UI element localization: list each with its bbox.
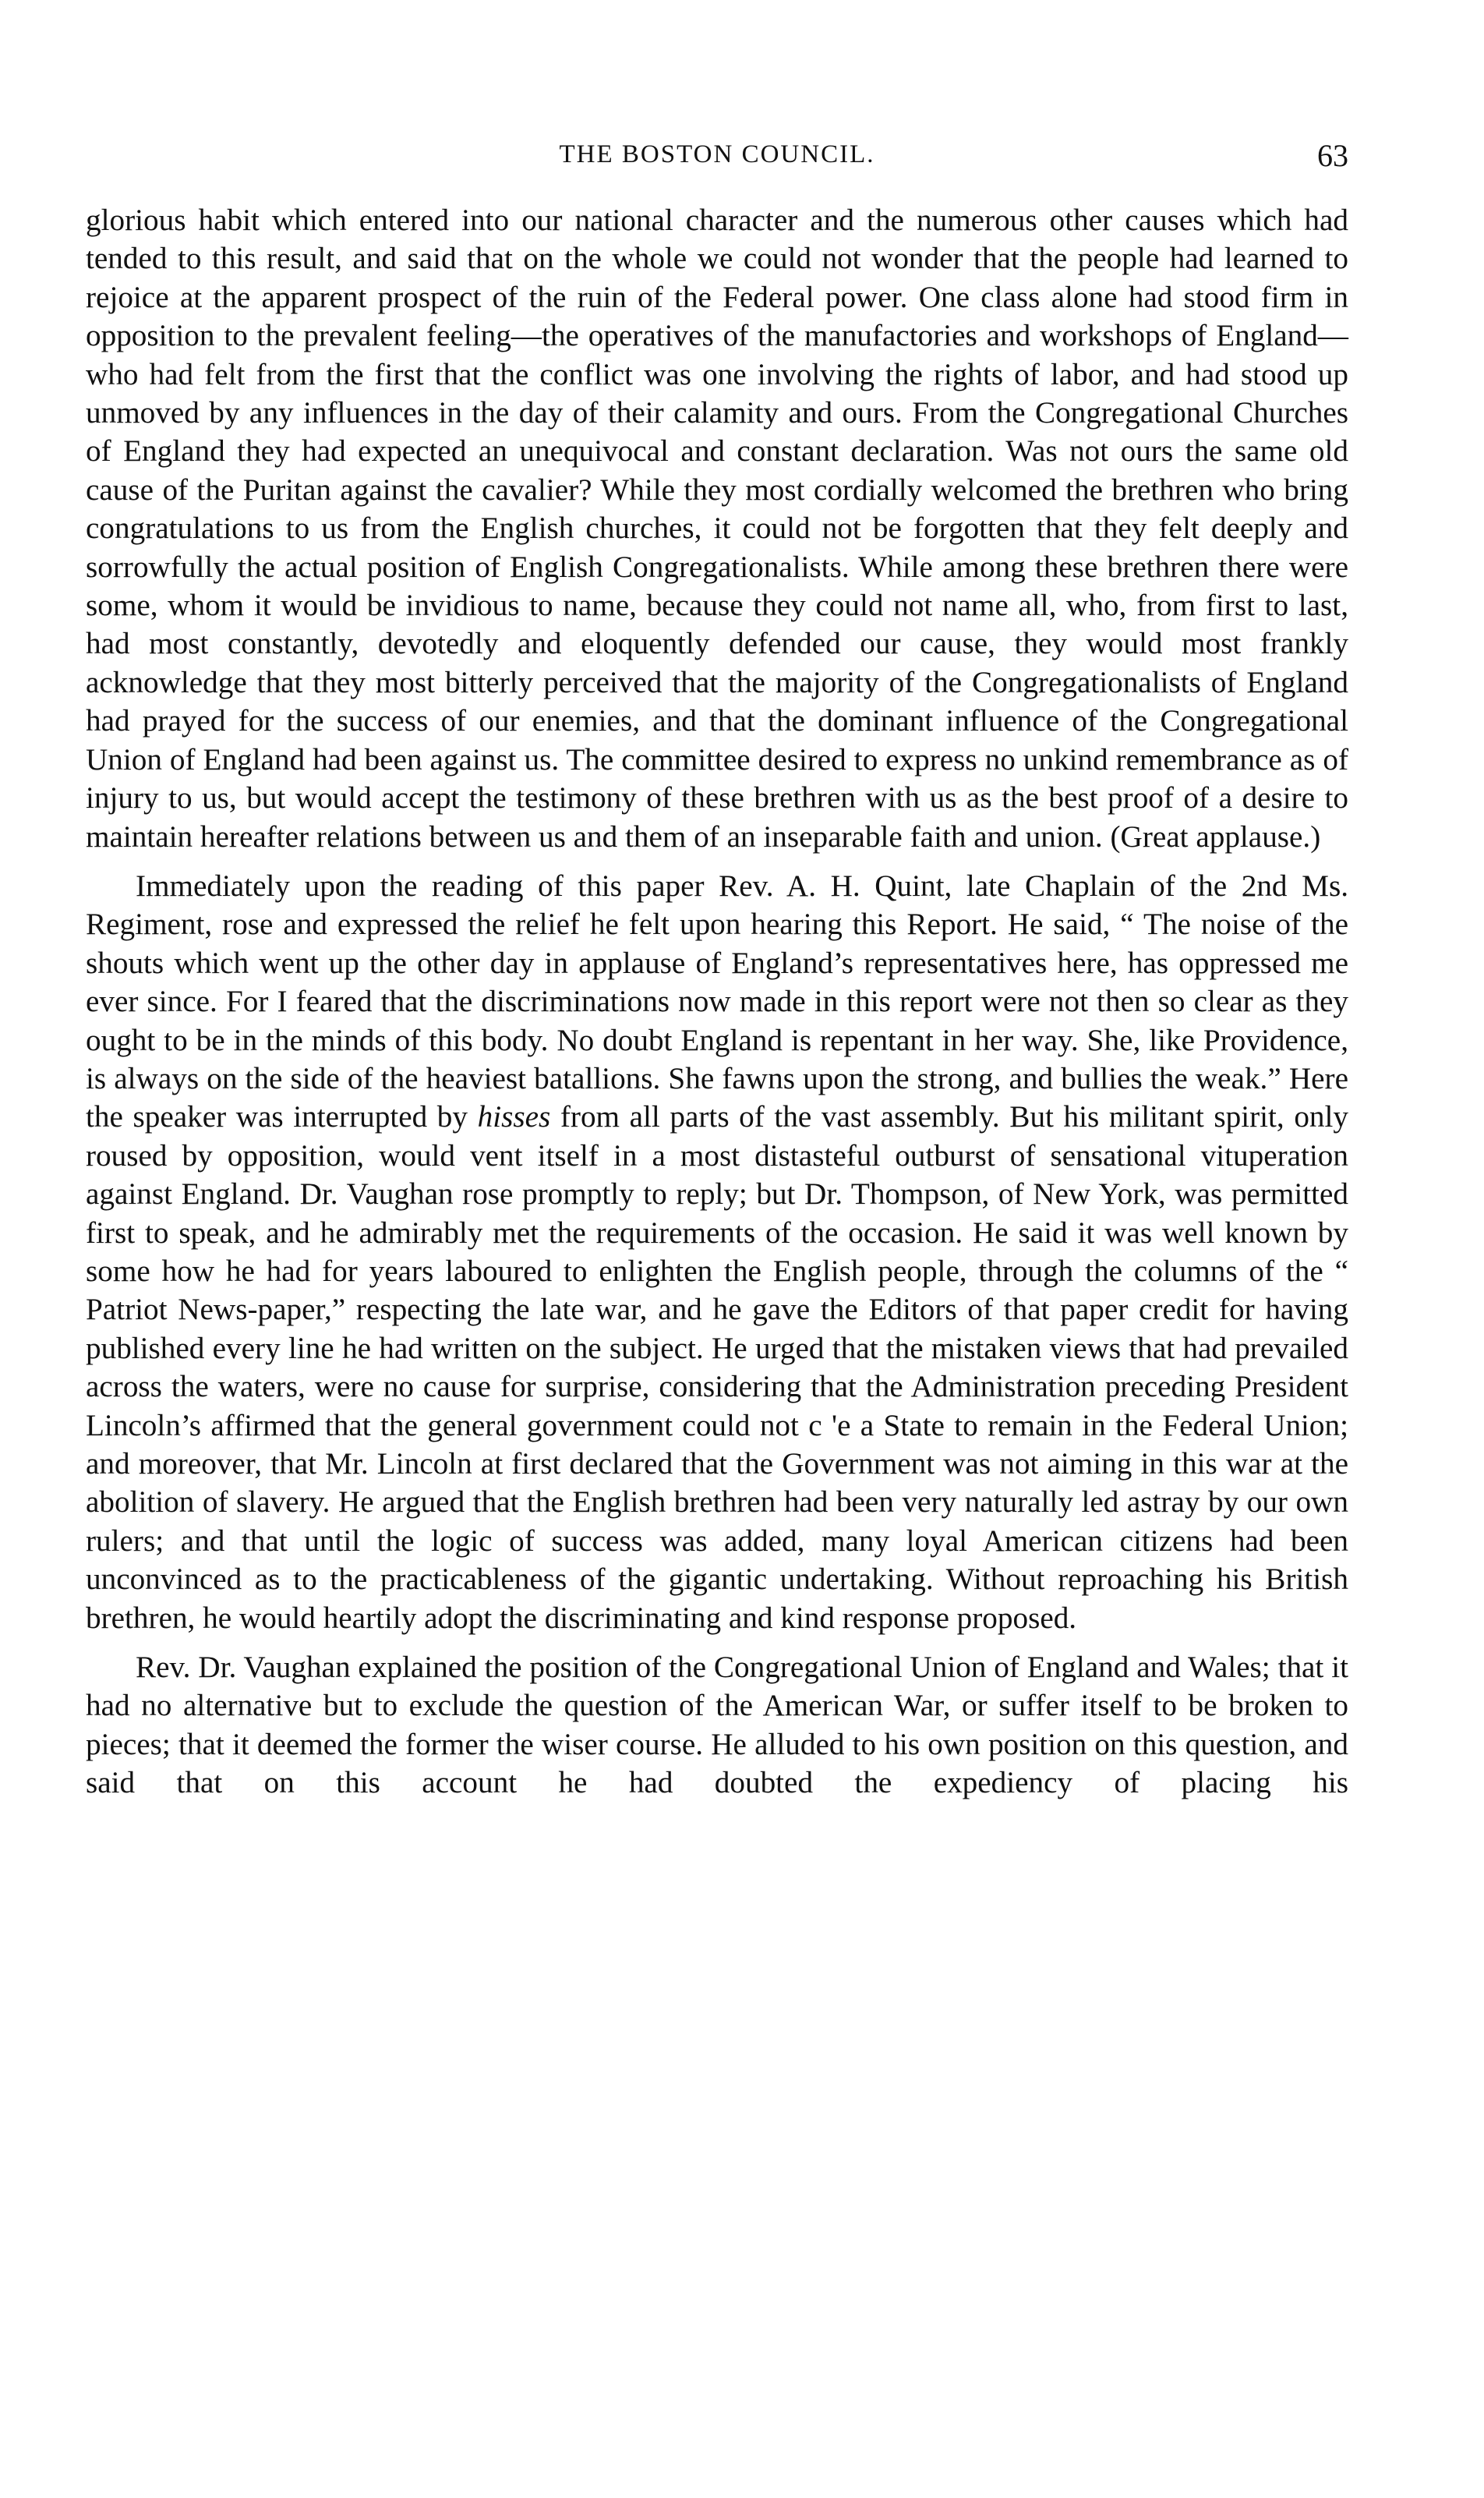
- paragraph-text: Rev. Dr. Vaughan explained the position of the Congregational Union of England and Wales; that it had no alternative but to exclude the question of the American War, or suffer itself to be broken to pieces; that it deemed the former the wiser course. He alluded to his own position on this question, and said that on this account he had doubted the expediency of placing his: [86, 1651, 1348, 1800]
- paragraph-vaughan: [86, 1648, 1348, 1803]
- paragraph-text: glorious habit which entered into our national character and the numerous other causes which had tended to this result, and said that on the whole we could not wonder that the people had learned to rejoice at the apparent prospect of the ruin of the Federal power. One class alone had stood firm in opposition to the prevalent feeling—the operatives of the manufactories and workshops of England—who had felt from the first that the conflict was one involving the rights of labor, and had stood up unmoved by any influences in the day of their calamity and ours. From the Congregational Churches of England they had expected an unequivocal and constant declaration. Was not ours the same old cause of the Puritan against the cavalier? While they most cordially welcomed the brethren who bring congratulations to us from the English churches, it could not be forgotten that they felt deeply and sorrowfully the actual position of English Congregationalists. While among these brethren there were some, whom it would be invidious to name, because they could not name all, who, from first to last, had most constantly, devotedly and eloquently defended our cause, they would most frankly acknowledge that they most bitterly perceived that the majority of the Congregationalists of England had prayed for the success of our enemies, and that the dominant influence of the Congregational Union of England had been against us. The committee desired to express no unkind remembrance as of injury to us, but would accept the testimony of these brethren with us as the best proof of a desire to maintain hereafter relations between us and them of an inseparable faith and union. (Great applause.): [86, 203, 1348, 854]
- running-head: [86, 133, 1348, 179]
- paragraph-quint: [86, 867, 1348, 1637]
- paragraph-text-after: from all parts of the vast assembly. But his militant spirit, only roused by opposition, would vent itself in a most distasteful outburst of sensational vituperation against England. Dr. Vaughan rose promptly to reply; but Dr. Thompson, of New York, was permitted first to speak, and he admirably met the requirements of the occasion. He said it was well known by some how he had for years laboured to enlighten the English people, through the columns of the “ Patriot News-paper,” respecting the late war, and he gave the Editors of that paper credit for having published every line he had written on the subject. He urged that the mistaken views that had prevailed across the waters, were no cause for surprise, considering that the Administration preceding President Lincoln’s affirmed that the general government could not c 'e a State to remain in the Federal Union; and moreover, that Mr. Lincoln at first declared that the Government was not aiming in this war at the abolition of slavery. He argued that the English brethren had been very naturally led astray by our own rulers; and that until the logic of success was added, many loyal American citizens had been unconvinced as to the practicableness of the gigantic undertaking. Without reproaching his British brethren, he would heartily adopt the discriminating and kind response proposed.: [86, 1100, 1348, 1635]
- paragraph-continued: [86, 201, 1348, 856]
- paragraph-text-before: Immediately upon the reading of this paper Rev. A. H. Quint, late Chaplain of the 2nd Ms. Regiment, rose and expressed the relief he felt upon hearing this Report. He said, “ The noise of the shouts which went up the other day in applause of England’s representatives here, has oppressed me ever since. For I feared that the discriminations now made in this report were not then so clear as they ought to be in the minds of this body. No doubt England is repentant in her way. She, like Providence, is always on the side of the heaviest batallions. She fawns upon the strong, and bullies the weak.” Here the speaker was interrupted by: [86, 869, 1348, 1134]
- page-number: 63: [1317, 138, 1348, 173]
- running-title: THE BOSTON COUNCIL.: [559, 140, 875, 168]
- book-page: [86, 133, 1348, 1803]
- emphasis-hisses: hisses: [477, 1100, 551, 1134]
